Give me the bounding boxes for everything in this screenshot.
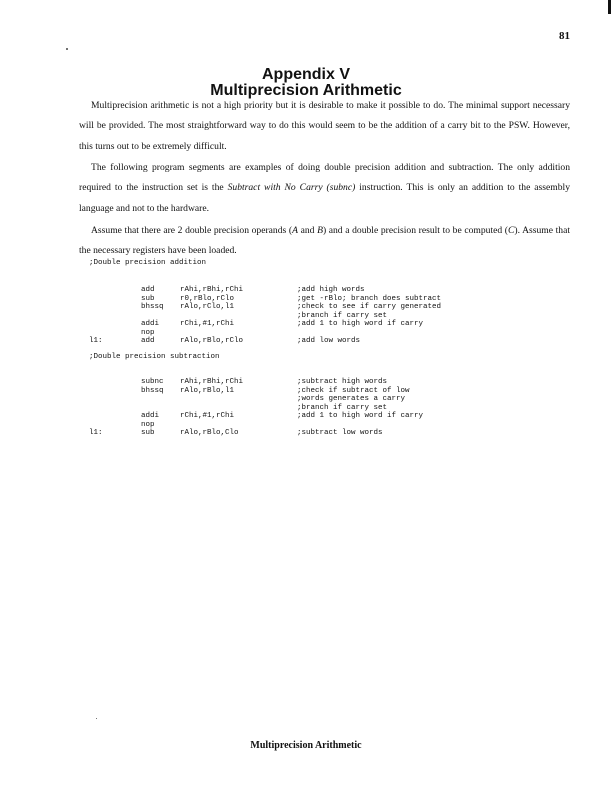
code-comment: ;check if subtract of low — [297, 386, 410, 395]
paragraph-text: ). Assume that the necessary registers have been loaded. — [79, 225, 570, 257]
code-opcode: nop — [141, 420, 155, 429]
code-operands: rAlo,rBlo,rClo — [180, 337, 244, 346]
code-opcode: sub — [141, 294, 155, 303]
code-opcode: addi — [141, 320, 160, 329]
operand-a: A — [292, 225, 298, 236]
code-comment: ;add low words — [297, 337, 361, 346]
code-opcode: add — [141, 286, 155, 295]
paragraph-text: and — [297, 225, 318, 236]
page-number: 81 — [559, 30, 570, 42]
code-comment: ;subtract high words — [297, 378, 388, 387]
code-operands: rChi,#1,rChi — [180, 320, 235, 329]
code-opcode: addi — [141, 412, 160, 421]
code-comment: ;get -rBlo; branch does subtract — [297, 294, 442, 303]
paragraph-text: instruction. This is only an addition to the assembly language and not to the hardware. — [79, 182, 570, 214]
paragraph-text: The following program segments are examples of doing double precision addition and subtraction. The only addition required to the instruction set is the — [79, 162, 570, 194]
operand-b: B — [317, 225, 323, 236]
paragraph-text: Assume that there are 2 double precision operands ( — [91, 225, 293, 236]
appendix-subtitle: Multiprecision Arithmetic — [210, 82, 402, 99]
code-operands: r0,rBlo,rClo — [180, 294, 235, 303]
code-opcode: subnc — [141, 378, 164, 387]
code-opcode: add — [141, 337, 155, 346]
code-comment: ;check to see if carry generated — [297, 303, 442, 312]
code-label: l1: — [89, 429, 103, 438]
appendix-title: Appendix V — [261, 66, 350, 83]
paragraph-text: ) and a double precision result to be computed ( — [322, 225, 508, 236]
code-operands: rChi,#1,rChi — [180, 412, 235, 421]
code-operands: rAlo,rBlo,Clo — [180, 429, 239, 438]
code-operands: rAlo,rClo,l1 — [180, 303, 235, 312]
code-operands: rAlo,rBlo,l1 — [180, 386, 235, 395]
code-comment: ;branch if carry set — [297, 311, 388, 320]
code-comment: ;Double precision addition — [89, 259, 207, 267]
paragraph-intro: Multiprecision arithmetic is not a high priority but it is desirable to make it possible to do. The minimal support necessary will be provided. The most straightforward way to do this would seem to be the addition of a carry bit to the PSW. However, this turns out to be extremely difficult. — [79, 100, 570, 152]
code-comment: ;add 1 to high word if carry — [297, 320, 424, 329]
code-comment: ;add 1 to high word if carry — [297, 412, 424, 421]
result-c: C — [507, 225, 515, 236]
code-comment: ;subtract low words — [297, 429, 383, 438]
code-operands: rAhi,rBhi,rChi — [180, 378, 244, 387]
code-opcode: bhssq — [141, 303, 164, 312]
code-label: l1: — [89, 337, 103, 346]
paragraph-program-segments — [79, 158, 570, 219]
subnc-emphasis: Subtract with No Carry (subnc) — [227, 182, 356, 194]
page-edge-mark — [608, 0, 611, 14]
code-comment: ;words generates a carry — [297, 395, 406, 404]
scan-speck — [66, 48, 68, 50]
page-footer: Multiprecision Arithmetic — [250, 740, 362, 751]
code-opcode: nop — [141, 328, 155, 337]
code-comment: ;add high words — [297, 286, 365, 295]
scan-speck — [96, 718, 97, 719]
code-block-subtraction — [0, 353, 612, 438]
code-opcode: sub — [141, 429, 155, 438]
code-comment: ;Double precision subtraction — [89, 353, 220, 361]
paragraph-assumption — [79, 221, 570, 262]
code-block-addition — [0, 259, 612, 346]
code-opcode: bhssq — [141, 386, 164, 395]
code-operands: rAhi,rBhi,rChi — [180, 286, 244, 295]
code-comment: ;branch if carry set — [297, 403, 388, 412]
